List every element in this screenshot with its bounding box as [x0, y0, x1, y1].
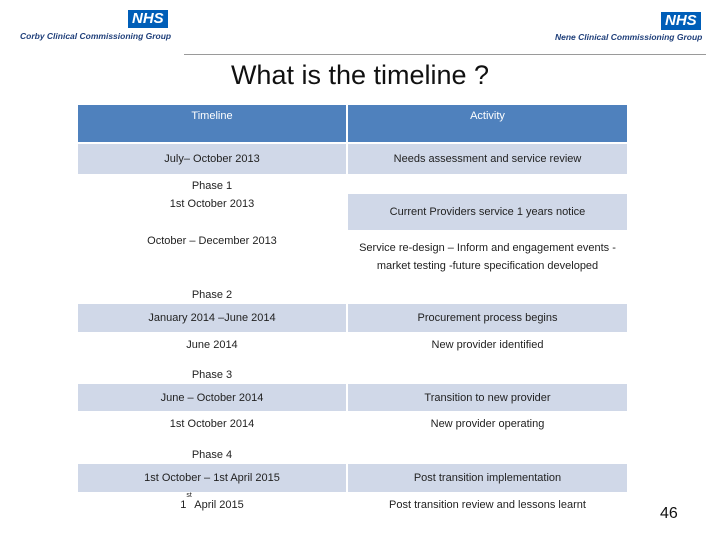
page-number: 46: [660, 505, 678, 522]
slide-title: What is the timeline ?: [230, 60, 490, 90]
phase-label: Phase 4: [191, 449, 233, 461]
phase-label: Phase 3: [191, 369, 233, 381]
phase-label: Phase 2: [191, 289, 233, 301]
corby-ccg-name: Corby Clinical Commissioning Group: [20, 31, 172, 41]
header-divider: [184, 54, 706, 55]
timeline-cell: January 2014 –June 2014: [78, 304, 346, 332]
activity-cell: Current Providers service 1 years notice: [348, 194, 627, 230]
timeline-cell: June – October 2014: [78, 384, 346, 411]
activity-cell: Post transition implementation: [348, 464, 627, 492]
activity-cell: Service re-design – Inform and engagement events - market testing -future specification developed: [348, 230, 627, 284]
timeline-cell: June 2014: [78, 334, 346, 364]
nhs-badge-left: NHS: [128, 10, 168, 28]
activity-cell: Post transition review and lessons learnt: [348, 494, 627, 524]
nhs-badge-right: NHS: [661, 12, 701, 30]
activity-cell: New provider operating: [348, 413, 627, 443]
nene-ccg-name: Nene Clinical Commissioning Group: [555, 32, 703, 42]
timeline-cell: 1st October 2013: [78, 195, 346, 213]
activity-cell: Procurement process begins: [348, 304, 627, 332]
timeline-cell: 1st October – 1st April 2015: [78, 464, 346, 492]
activity-cell: Needs assessment and service review: [348, 144, 627, 174]
timeline-cell: 1st October 2014: [78, 413, 346, 443]
header-activity: Activity: [348, 105, 627, 142]
timeline-cell: 1 st April 2015: [78, 494, 346, 524]
activity-cell: Transition to new provider: [348, 384, 627, 411]
timeline-cell: July– October 2013: [78, 144, 346, 174]
activity-cell: New provider identified: [348, 334, 627, 364]
header-timeline: Timeline: [78, 105, 346, 142]
timeline-cell: October – December 2013: [78, 230, 346, 284]
phase-label: Phase 1: [191, 180, 233, 192]
